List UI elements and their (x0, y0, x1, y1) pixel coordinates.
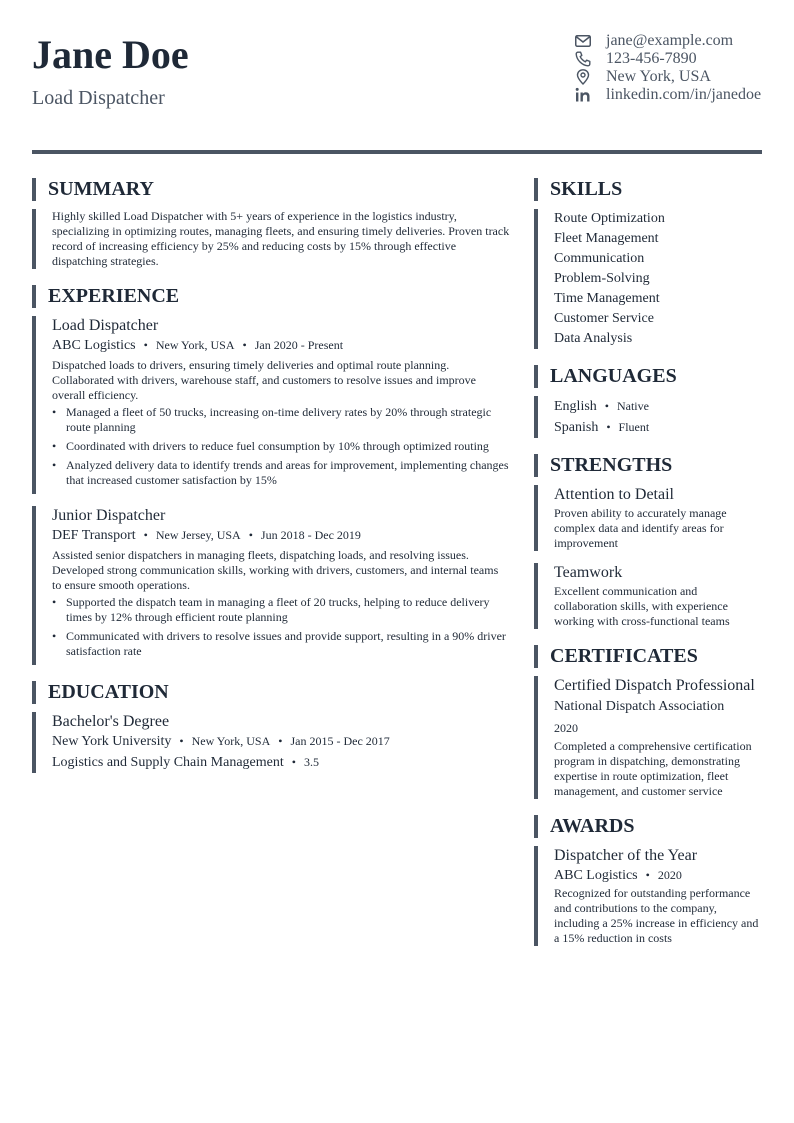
contact-phone-text: 123-456-7890 (606, 50, 697, 67)
skill-item: Time Management (554, 291, 660, 306)
skill-item: Route Optimization (554, 211, 665, 226)
languages-section (534, 365, 762, 438)
contact-linkedin-text: linkedin.com/in/janedoe (606, 86, 762, 103)
job-location: New York, USA (155, 338, 235, 352)
skill-item: Data Analysis (554, 331, 633, 346)
education-field-line: Logistics and Supply Chain Management • 3.5 (52, 755, 319, 770)
language-item: Spanish • Fluent (554, 420, 650, 435)
education-location: New York, USA (191, 734, 271, 748)
skill-item: Communication (554, 251, 645, 266)
location-pin-icon (574, 68, 592, 86)
skill-item: Fleet Management (554, 231, 659, 246)
language-name: Spanish (554, 420, 599, 435)
certificate-description: Completed a comprehensive certification program in dispatching, demonstrating expertise in route optimization, fleet management, and customer service (554, 739, 752, 798)
skill-item: Customer Service (554, 311, 654, 326)
experience-section (32, 285, 510, 665)
award-description: Recognized for outstanding performance and contributions to the company, including a 25% increase in efficiency and a 15% reduction in costs (554, 886, 759, 945)
candidate-role: Load Dispatcher (32, 87, 165, 109)
contact-phone[interactable] (574, 50, 761, 68)
education-body (32, 712, 510, 773)
language-item: English • Native (554, 399, 649, 414)
section-title-skills: SKILLS (534, 178, 762, 201)
job-location: New Jersey, USA (155, 528, 241, 542)
award-issuer: ABC Logistics (554, 868, 638, 883)
job-bullet: • Supported the dispatch team in managing a fleet of 20 trucks, helping to reduce delivery times by 12% through efficient route planning (52, 595, 510, 625)
language-level: Native (616, 399, 649, 413)
section-title-summary: SUMMARY (32, 178, 510, 201)
education-section (32, 681, 510, 773)
award-meta: ABC Logistics • 2020 (554, 868, 682, 883)
contact-location (574, 68, 761, 86)
job-bullets (52, 595, 510, 659)
contact-email[interactable] (574, 32, 761, 50)
section-title-certificates: CERTIFICATES (534, 645, 762, 668)
education-field: Logistics and Supply Chain Management (52, 755, 284, 770)
job-bullet: • Coordinated with drivers to reduce fuel consumption by 10% through optimized routing (52, 439, 510, 454)
section-title-languages: LANGUAGES (534, 365, 762, 388)
strength-entry (534, 563, 762, 629)
skills-body (534, 209, 762, 349)
languages-body (534, 396, 762, 438)
header-divider (32, 150, 762, 154)
job-company: ABC Logistics (52, 338, 136, 353)
strength-name: Teamwork (554, 564, 623, 581)
experience-entry (32, 506, 510, 665)
experience-entry (32, 316, 510, 494)
job-description: Dispatched loads to drivers, ensuring timely deliveries and optimal route planning. Collaborated with drivers, warehouse staff, and customers to resolve issues and improve overall efficiency. (52, 358, 477, 402)
summary-body (32, 209, 510, 269)
job-dates: Jun 2018 - Dec 2019 (260, 528, 361, 542)
job-description: Assisted senior dispatchers in managing fleets, dispatching loads, and resolving issues. Developed strong communication skills, working with drivers, customers, and internal teams to ensure smooth operations. (52, 548, 499, 592)
job-meta: DEF Transport • New Jersey, USA • Jun 2018 - Dec 2019 (52, 528, 361, 543)
phone-icon (574, 50, 592, 68)
job-position: Junior Dispatcher (52, 507, 166, 524)
strength-entry (534, 485, 762, 551)
left-column (32, 178, 510, 789)
education-meta: New York University • New York, USA • Jan 2015 - Dec 2017 (52, 734, 390, 749)
strengths-section (534, 454, 762, 629)
contact-location-text: New York, USA (606, 68, 711, 85)
mail-icon (574, 32, 592, 50)
section-title-education: EDUCATION (32, 681, 510, 704)
job-company: DEF Transport (52, 528, 136, 543)
skills-section (534, 178, 762, 349)
contact-email-text: jane@example.com (606, 32, 734, 49)
certificate-entry (534, 676, 762, 799)
job-bullet: • Communicated with drivers to resolve issues and provide support, resulting in a 90% driver satisfaction rate (52, 629, 510, 659)
job-position: Load Dispatcher (52, 317, 159, 334)
right-column (534, 178, 762, 962)
section-title-experience: EXPERIENCE (32, 285, 510, 308)
job-meta: ABC Logistics • New York, USA • Jan 2020 - Present (52, 338, 344, 353)
summary-text: Highly skilled Load Dispatcher with 5+ years of experience in the logistics industry, specializing in optimizing routes, managing fleets, and ensuring timely deliveries. Proven track record of increasing efficiency by 25% and reducing costs by 15% through effective dispatching strategies. (52, 209, 510, 268)
summary-section (32, 178, 510, 269)
section-title-awards: AWARDS (534, 815, 762, 838)
awards-section (534, 815, 762, 946)
education-dates: Jan 2015 - Dec 2017 (290, 734, 390, 748)
strength-description: Excellent communication and collaboration skills, with experience working with cross-functional teams (554, 584, 730, 628)
education-degree: Bachelor's Degree (52, 713, 170, 730)
award-name: Dispatcher of the Year (554, 847, 698, 864)
certificate-name: Certified Dispatch Professional (554, 677, 755, 694)
linkedin-icon (574, 86, 592, 104)
award-entry (534, 846, 762, 946)
award-year: 2020 (657, 868, 682, 882)
strength-description: Proven ability to accurately manage complex data and identify areas for improvement (554, 506, 727, 550)
certificate-issuer: National Dispatch Association (554, 699, 725, 714)
job-dates: Jan 2020 - Present (254, 338, 344, 352)
certificate-year: 2020 (554, 721, 578, 735)
strength-name: Attention to Detail (554, 486, 674, 503)
certificates-section (534, 645, 762, 799)
job-bullets (52, 405, 510, 488)
contact-list (574, 32, 761, 104)
language-level: Fluent (618, 420, 650, 434)
candidate-name: Jane Doe (32, 32, 189, 77)
section-title-strengths: STRENGTHS (534, 454, 762, 477)
education-school: New York University (52, 734, 172, 749)
contact-linkedin[interactable] (574, 86, 761, 104)
education-gpa: 3.5 (303, 755, 319, 769)
skill-item: Problem-Solving (554, 271, 650, 286)
job-bullet: • Analyzed delivery data to identify trends and areas for improvement, implementing changes that increased customer satisfaction by 15% (52, 458, 510, 488)
language-name: English (554, 399, 597, 414)
job-bullet: • Managed a fleet of 50 trucks, increasing on-time delivery rates by 20% through strategic route planning (52, 405, 510, 435)
